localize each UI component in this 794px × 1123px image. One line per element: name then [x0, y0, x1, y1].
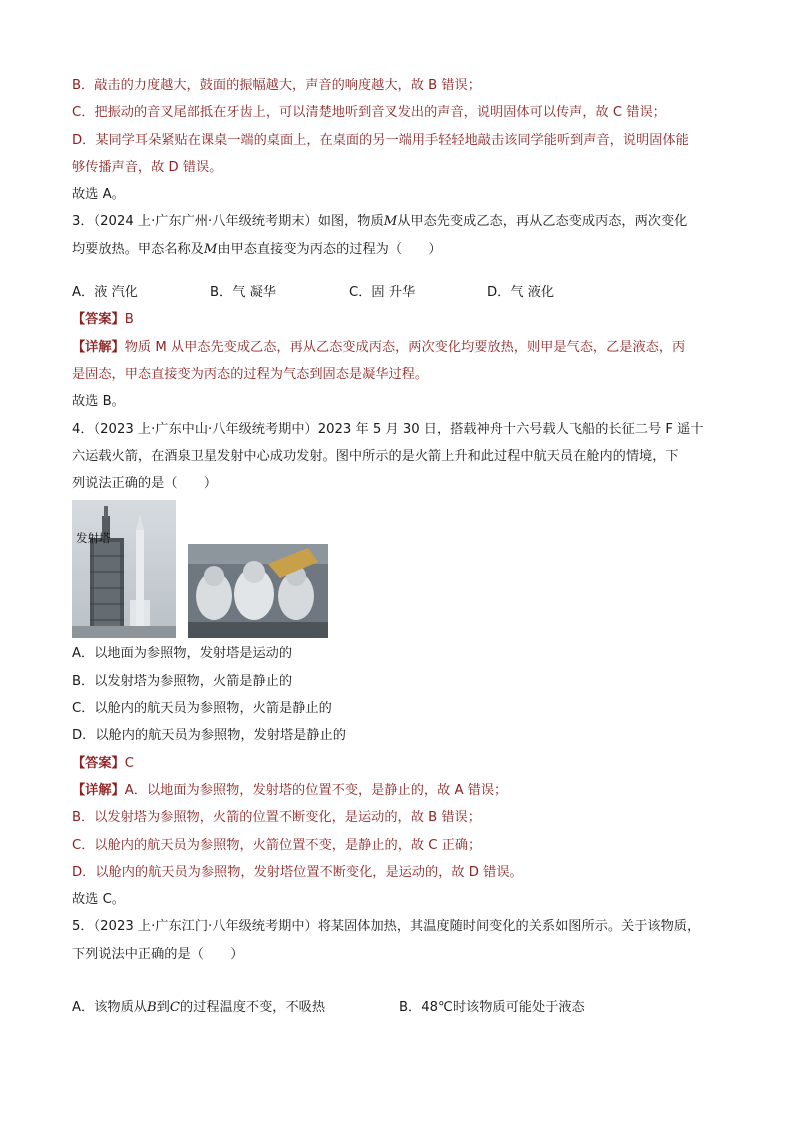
- q5-option-a: A．该物质从B到C的过程温度不变，不吸热: [72, 1000, 326, 1016]
- q4-detail-b: B．以发射塔为参照物，火箭的位置不断变化，是运动的，故 B 错误；: [72, 810, 481, 826]
- q4-option-a: A．以地面为参照物，发射塔是运动的: [72, 646, 293, 662]
- q5-option-b: B．48℃时该物质可能处于液态: [399, 1000, 585, 1016]
- q3-detail-line1: 【详解】物质 M 从甲态先变成乙态，再从乙态变成丙态，两次变化均要放热，则甲是气态，乙是液态，丙: [72, 339, 686, 355]
- q4-option-d: D．以舱内的航天员为参照物，发射塔是静止的: [72, 728, 346, 744]
- q2-detail-c: C．把振动的音叉尾部抵在牙齿上，可以清楚地听到音叉发出的声音，说明固体可以传声，故 C 错误；: [72, 105, 666, 121]
- q4-detail-d: D．以舱内的航天员为参照物，发射塔位置不断变化，是运动的，故 D 错误。: [72, 864, 523, 880]
- q5-options: [72, 994, 732, 1021]
- q4-stem-line3: 列说法正确的是（ ）: [72, 476, 218, 492]
- q3-conclusion: 故选 B。: [72, 394, 125, 410]
- q3-stem-line1: 3．（2024 上·广东广州·八年级统考期末）如图，物质M从甲态先变成乙态，再从乙态变成丙态，两次变化: [72, 214, 688, 230]
- launch-tower-illustration: [72, 500, 176, 638]
- q2-conclusion: 故选 A。: [72, 187, 125, 203]
- q4-option-c: C．以舱内的航天员为参照物，火箭是静止的: [72, 701, 332, 717]
- q3-stem-line2: 均要放热。甲态名称及M由甲态直接变为丙态的过程为（ ）: [72, 241, 442, 257]
- q4-detail-a: 【详解】A．以地面为参照物，发射塔的位置不变，是静止的，故 A 错误；: [72, 782, 508, 798]
- q3-option-b: B．气 凝华: [210, 285, 276, 301]
- q3-answer: 【答案】B: [72, 312, 134, 328]
- astronauts-illustration: [188, 544, 328, 638]
- q4-conclusion: 故选 C。: [72, 892, 125, 908]
- q4-answer: 【答案】C: [72, 755, 134, 771]
- q5-stem-line2: 下列说法中正确的是（ ）: [72, 946, 244, 962]
- launch-tower-caption: 发射塔: [76, 531, 111, 546]
- q3-option-d: D．气 液化: [487, 285, 555, 301]
- launch-tower-photo: [72, 500, 176, 638]
- q4-option-b: B．以发射塔为参照物，火箭是静止的: [72, 673, 293, 689]
- q2-detail-b: B．敲击的力度越大，鼓面的振幅越大，声音的响度越大，故 B 错误；: [72, 78, 481, 93]
- document-page: [72, 72, 732, 1021]
- q3-detail-line2: 是固态，甲态直接变为丙态的过程为气态到固态是凝华过程。: [72, 366, 429, 382]
- q3-option-c: C．固 升华: [349, 285, 416, 301]
- q3-option-a: A．液 汽化: [72, 285, 138, 301]
- q3-var-m: M: [383, 214, 398, 230]
- q5-stem-line1: 5．（2023 上·广东江门·八年级统考期中）将某固体加热，其温度随时间变化的关系如图所示。关于该物质，: [72, 919, 701, 935]
- q2-detail-d-line1: D．某同学耳朵紧贴在课桌一端的桌面上，在桌面的另一端用手轻轻地敲击该同学能听到声音，说明固体能: [72, 132, 689, 148]
- q4-figures: [72, 500, 732, 640]
- q4-stem-line1: 4．（2023 上·广东中山·八年级统考期中）2023 年 5 月 30 日，搭载神舟十六号载人飞船的长征二号 F 遥十: [72, 421, 704, 437]
- q4-detail-c: C．以舱内的航天员为参照物，火箭位置不变，是静止的，故 C 正确；: [72, 837, 482, 853]
- q4-stem-line2: 六运载火箭，在酒泉卫星发射中心成功发射。图中所示的是火箭上升和此过程中航天员在舱内的情境，下: [72, 448, 679, 464]
- q3-options: [72, 279, 732, 306]
- astronauts-cabin-photo: [188, 544, 328, 638]
- q2-detail-d-line2: 够传播声音，故 D 错误。: [72, 159, 223, 175]
- q3-var-m-2: M: [203, 241, 218, 257]
